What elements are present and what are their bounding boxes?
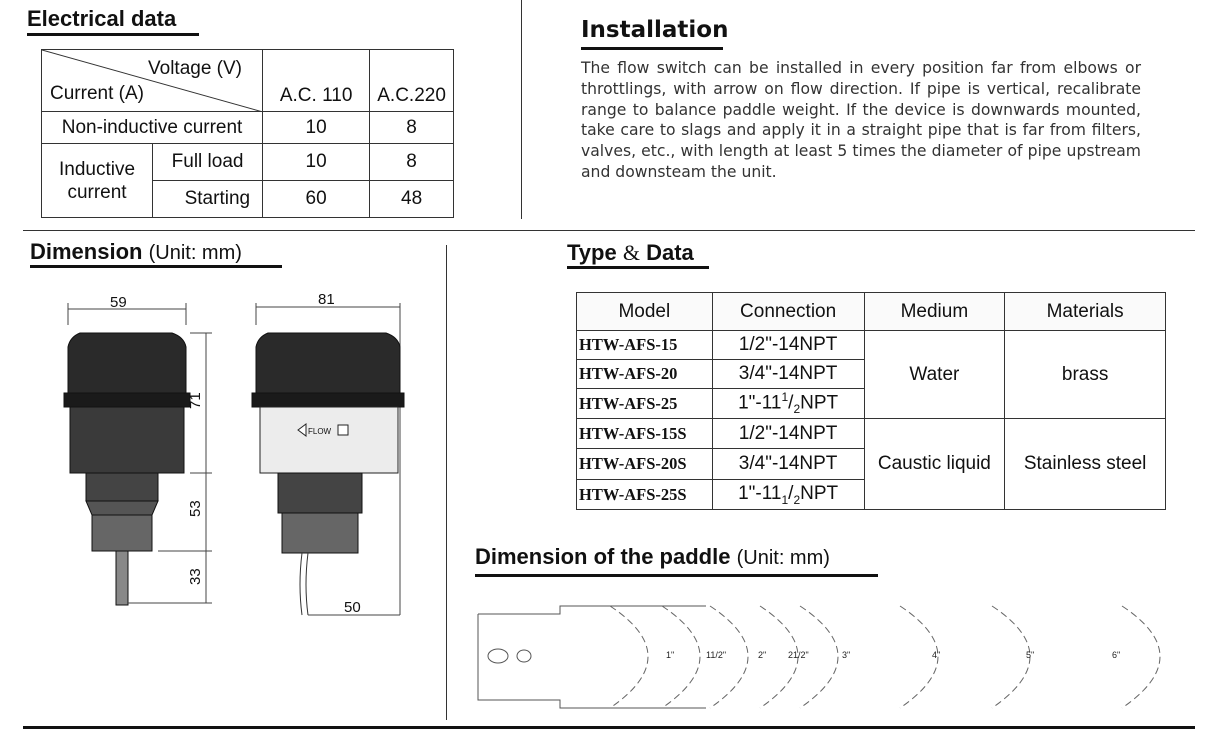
paddle-title bbox=[475, 544, 830, 570]
connection-cell: 3/4"-14NPT bbox=[712, 449, 864, 480]
corner-header-cell bbox=[42, 50, 263, 112]
type-amp: & bbox=[622, 240, 640, 265]
conn-slash: / bbox=[788, 482, 794, 504]
conn-part-a: 1"-11 bbox=[738, 482, 782, 504]
table-row bbox=[577, 331, 1166, 360]
starting-label: Starting bbox=[153, 181, 263, 218]
table-row bbox=[577, 419, 1166, 449]
top-vertical-divider bbox=[521, 0, 522, 219]
header-model: Model bbox=[577, 293, 713, 331]
starting-ac110: 60 bbox=[263, 181, 370, 218]
type-data-title bbox=[567, 240, 694, 266]
conn-sub1: 1 bbox=[781, 492, 789, 507]
paddle-size-label: 3" bbox=[842, 650, 851, 660]
flow-label: FLOW bbox=[308, 427, 332, 436]
type-title-text: Type bbox=[567, 240, 617, 265]
paddle-arc bbox=[992, 606, 1030, 708]
paddle-unit: (Unit: mm) bbox=[736, 547, 830, 569]
medium-water: Water bbox=[864, 331, 1005, 419]
noninductive-label: Non-inductive current bbox=[42, 112, 263, 144]
paddle-arc bbox=[1122, 606, 1160, 708]
current-corner-label: Current (A) bbox=[50, 83, 144, 104]
dim-33-label: 33 bbox=[187, 568, 204, 585]
lower-vertical-divider bbox=[446, 245, 447, 720]
conn-part-a: 1"-11 bbox=[738, 392, 782, 414]
data-title-text: Data bbox=[646, 240, 694, 265]
electrical-title-underline bbox=[27, 33, 199, 36]
paddle-drawing bbox=[470, 596, 1210, 712]
materials-brass: brass bbox=[1005, 331, 1166, 419]
conn-sub: 2 bbox=[793, 402, 801, 417]
materials-stainless: Stainless steel bbox=[1005, 419, 1166, 510]
paddle-title-underline bbox=[475, 574, 878, 577]
medium-caustic: Caustic liquid bbox=[864, 419, 1005, 510]
model-cell: HTW-AFS-15 bbox=[577, 331, 713, 360]
model-cell: HTW-AFS-25 bbox=[577, 389, 713, 419]
dimension-title-underline bbox=[30, 265, 282, 268]
conn-part-c: NPT bbox=[800, 392, 839, 414]
conn-part-c: NPT bbox=[800, 482, 839, 504]
voltage-corner-label: Voltage (V) bbox=[148, 58, 242, 79]
connection-cell bbox=[712, 480, 864, 510]
paddle-size-label: 5" bbox=[1026, 650, 1035, 660]
model-cell: HTW-AFS-15S bbox=[577, 419, 713, 449]
paddle-size-label: 6" bbox=[1112, 650, 1121, 660]
connection-cell: 1/2"-14NPT bbox=[712, 419, 864, 449]
dim-53-label: 53 bbox=[187, 500, 204, 517]
paddle-size-label: 11/2" bbox=[706, 650, 727, 660]
header-materials: Materials bbox=[1005, 293, 1166, 331]
inductive-current-label: Inductive current bbox=[42, 144, 153, 218]
noninductive-ac220: 8 bbox=[370, 112, 454, 144]
dim-81-label: 81 bbox=[318, 291, 335, 308]
fullload-ac110: 10 bbox=[263, 144, 370, 181]
conn-slash: / bbox=[788, 392, 794, 414]
electrical-data-title: Electrical data bbox=[27, 6, 177, 31]
paddle-size-label: 4" bbox=[932, 650, 941, 660]
type-data-title-underline bbox=[567, 266, 709, 269]
middle-horizontal-divider bbox=[23, 230, 1195, 231]
header-connection: Connection bbox=[712, 293, 864, 331]
paddle-arc bbox=[610, 606, 648, 708]
connection-cell: 3/4"-14NPT bbox=[712, 360, 864, 389]
dim-59-label: 59 bbox=[110, 294, 127, 311]
dimension-title bbox=[30, 239, 242, 265]
conn-sup: 1 bbox=[781, 390, 789, 405]
paddle-size-label: 21/2" bbox=[788, 650, 809, 660]
model-cell: HTW-AFS-25S bbox=[577, 480, 713, 510]
paddle-title-text: Dimension of the paddle bbox=[475, 544, 731, 569]
dim-71-label: 71 bbox=[187, 392, 204, 409]
model-cell: HTW-AFS-20S bbox=[577, 449, 713, 480]
starting-ac220: 48 bbox=[370, 181, 454, 218]
fullload-label: Full load bbox=[153, 144, 263, 181]
dimension-title-text: Dimension bbox=[30, 239, 143, 264]
dimension-drawing bbox=[40, 285, 420, 625]
dim-50-label: 50 bbox=[344, 599, 361, 616]
col-ac110-header: A.C. 110 bbox=[263, 50, 370, 112]
noninductive-ac110: 10 bbox=[263, 112, 370, 144]
connection-cell bbox=[712, 389, 864, 419]
header-medium: Medium bbox=[864, 293, 1005, 331]
model-cell: HTW-AFS-20 bbox=[577, 360, 713, 389]
installation-title-underline bbox=[581, 47, 723, 50]
connection-cell: 1/2"-14NPT bbox=[712, 331, 864, 360]
dimension-unit: (Unit: mm) bbox=[148, 242, 242, 264]
type-data-table bbox=[576, 292, 1166, 510]
conn-sub2: 2 bbox=[793, 492, 801, 507]
installation-text: The flow switch can be installed in every position far from elbows or throttlings, with arrow on flow direction. If pipe is vertical, recalibrate range to balance paddle weight. If the device is downwards mounted, take care to slags and apply it in a straight pipe that is far from filters, valves, etc., with length at least 5 times the diameter of pipe upstream and downsteam the unit. bbox=[581, 59, 1141, 181]
fullload-ac220: 8 bbox=[370, 144, 454, 181]
col-ac220-header: A.C.220 bbox=[370, 50, 454, 112]
installation-title: Installation bbox=[581, 17, 729, 43]
paddle-size-label: 1" bbox=[666, 650, 675, 660]
paddle-size-label: 2" bbox=[758, 650, 767, 660]
electrical-data-table bbox=[41, 49, 454, 218]
bottom-rule bbox=[23, 726, 1195, 729]
